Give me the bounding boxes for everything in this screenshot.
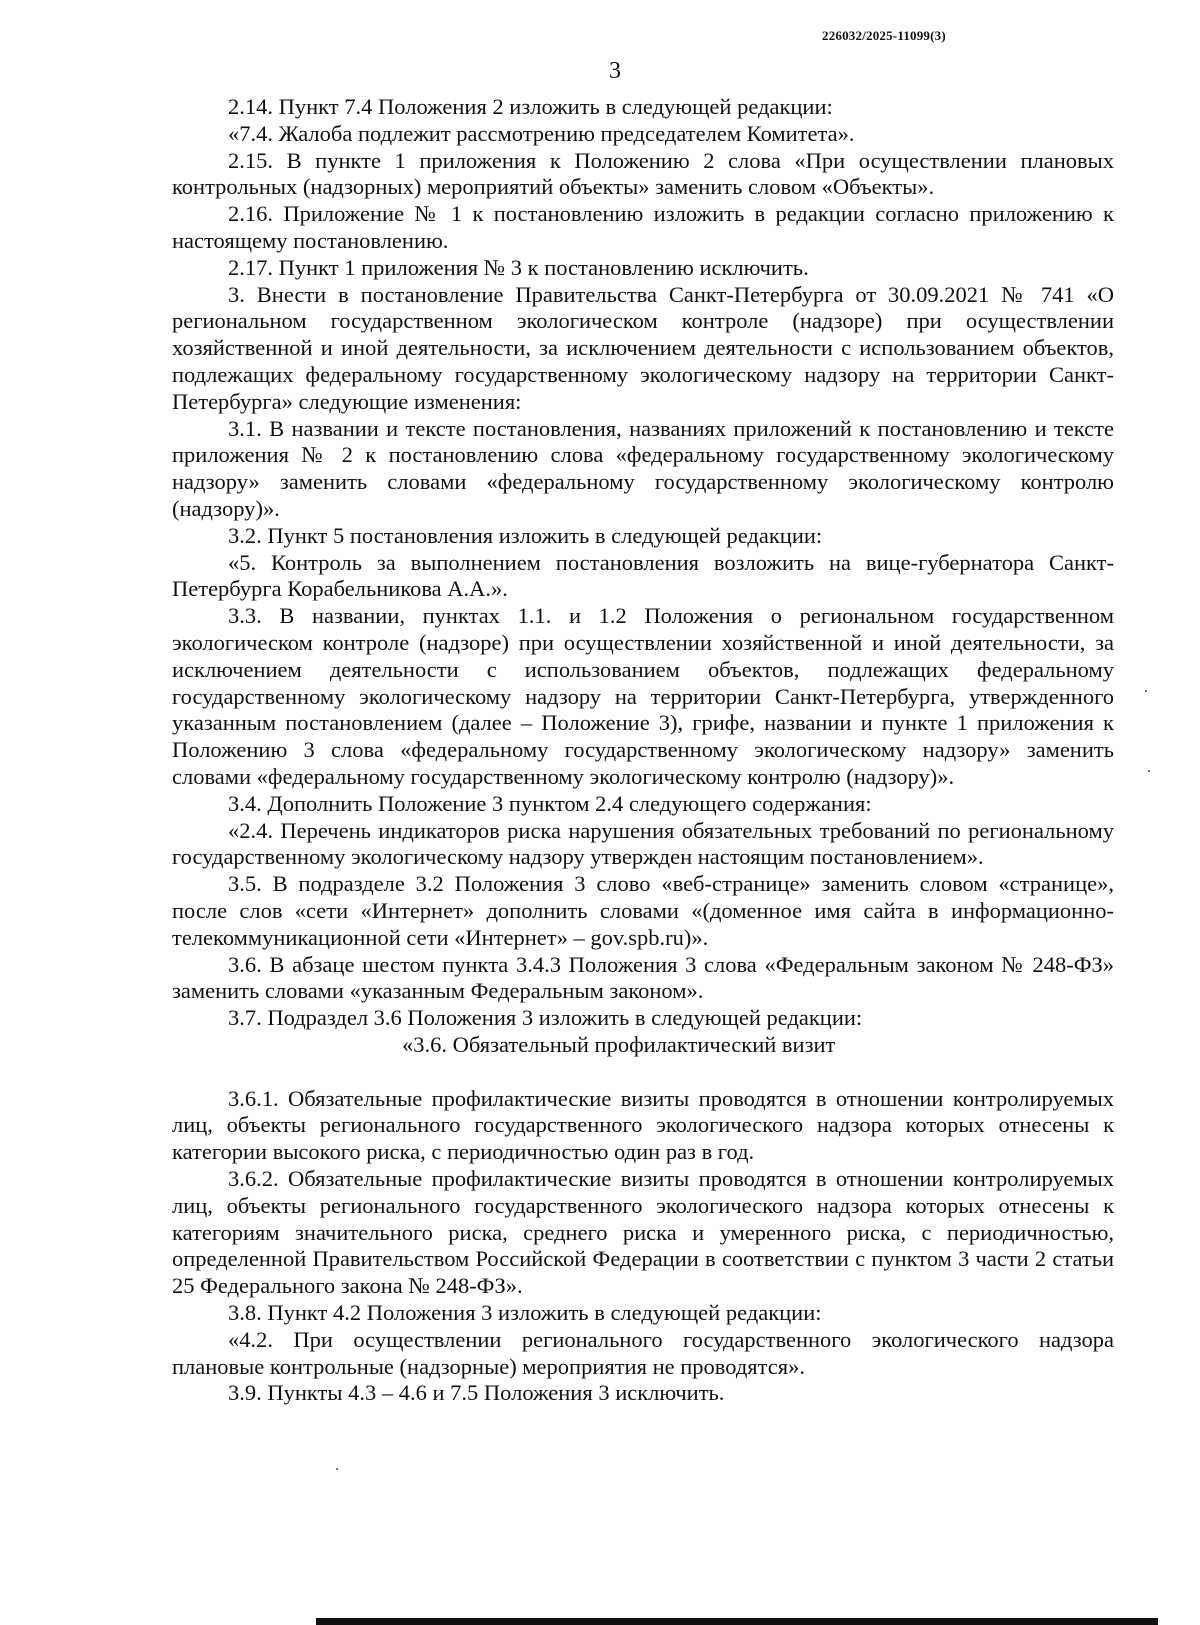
page-number: 3 — [609, 58, 621, 84]
paragraph-2-14: 2.14. Пункт 7.4 Положения 2 изложить в следующей редакции: — [228, 94, 833, 119]
scan-speck — [1145, 690, 1147, 692]
paragraph-3-1: 3.1. В названии и тексте постановления, названиях приложений к постановлению и тексте приложения № 2 к постановлению слова «федеральному государственному экологическому надзору» заменить словами «федеральному государственному экологическому контролю (надзору)». — [172, 415, 1114, 521]
section-heading: «3.6. Обязательный профилактический визит — [402, 1031, 836, 1057]
paragraph-3-9: 3.9. Пункты 4.3 – 4.6 и 7.5 Положения 3 исключить. — [228, 1380, 725, 1406]
paragraph-4-2-quote: «4.2. При осуществлении регионального государственного экологического надзора плановые контрольные (надзорные) мероприятия не проводятся». — [172, 1326, 1114, 1379]
document-body — [172, 94, 1114, 1407]
paragraph-5-quote: «5. Контроль за выполнением постановления возложить на вице-губернатора Санкт-Петербурга Корабельникова А.А.». — [172, 549, 1114, 602]
document-id: 226032/2025-11099(3) — [822, 28, 946, 43]
paragraph-3-2: 3.2. Пункт 5 постановления изложить в следующей редакции: — [228, 522, 823, 548]
paragraph-2-16: 2.16. Приложение № 1 к постановлению изложить в редакции согласно приложению к настоящему постановлению. — [172, 201, 1114, 253]
paragraph-7-4-quote: «7.4. Жалоба подлежит рассмотрению председателем Комитета». — [228, 120, 855, 146]
paragraph-2-4-quote: «2.4. Перечень индикаторов риска нарушения обязательных требований по региональному государственному экологическому надзору утвержден настоящим постановлением». — [172, 817, 1114, 870]
paragraph-3-8: 3.8. Пункт 4.2 Положения 3 изложить в следующей редакции: — [228, 1300, 822, 1326]
paragraph-3-6: 3.6. В абзаце шестом пункта 3.4.3 Положения 3 слова «Федеральным законом № 248-ФЗ» заменить словами «указанным Федеральным законом». — [172, 951, 1114, 1004]
paragraph-3-6-2: 3.6.2. Обязательные профилактические визиты проводятся в отношении контролируемых лиц, объекты регионального государственного экологического надзора которых отнесены к категориям значительного риска, среднего риска и умеренного риска, с периодичностью, определенной Правительством Российской Федерации в соответствии с пунктом 3 части 2 статьи 25 Федерального закона № 248-ФЗ». — [172, 1166, 1114, 1299]
paragraph-3-5: 3.5. В подразделе 3.2 Положения 3 слово «веб-странице» заменить словом «странице», после слов «сети «Интернет» дополнить словами «(доменное имя сайта в информационно-телекоммуникационной сети «Интернет» – gov.spb.ru)». — [172, 871, 1114, 950]
paragraph-3-4: 3.4. Дополнить Положение 3 пунктом 2.4 следующего содержания: — [228, 790, 872, 816]
paragraph-3-6-1: 3.6.1. Обязательные профилактические визиты проводятся в отношении контролируемых лиц, объекты регионального государственного экологического надзора которых отнесены к категории высокого риска, с периодичностью один раз в год. — [172, 1085, 1114, 1165]
paragraph-2-15: 2.15. В пункте 1 приложения к Положению 2 слова «При осуществлении плановых контрольных (надзорных) мероприятий объекты» заменить словом «Объекты». — [172, 147, 1114, 200]
scan-speck — [336, 1468, 338, 1470]
paragraph-3: 3. Внести в постановление Правительства Санкт-Петербурга от 30.09.2021 № 741 «О региональном государственном экологическом контроле (надзоре) при осуществлении хозяйственной и иной деятельности, за исключением деятельности с использованием объектов, подлежащих федеральному государственному экологическому надзору на территории Санкт-Петербурга» следующие изменения: — [172, 281, 1114, 414]
paragraph-3-3: 3.3. В названии, пунктах 1.1. и 1.2 Положения о региональном государственном экологическом контроле (надзоре) при осуществлении хозяйственной и иной деятельности, за исключением деятельности с использованием объектов, подлежащих федеральному государственному экологическому надзору на территории Санкт-Петербурга, утвержденного указанным постановлением (далее – Положение 3), грифе, названии и пункте 1 приложения к Положению 3 слова «федеральному государственному экологическому надзору» заменить словами «федеральному государственному экологическому контролю (надзору)». — [172, 603, 1114, 789]
paragraph-2-17: 2.17. Пункт 1 приложения № 3 к постановлению исключить. — [228, 254, 809, 280]
scan-edge-line — [316, 1618, 1158, 1625]
scan-speck — [1148, 770, 1150, 772]
paragraph-3-7: 3.7. Подраздел 3.6 Положения 3 изложить в следующей редакции: — [228, 1005, 863, 1031]
blank-line — [172, 1059, 1114, 1086]
